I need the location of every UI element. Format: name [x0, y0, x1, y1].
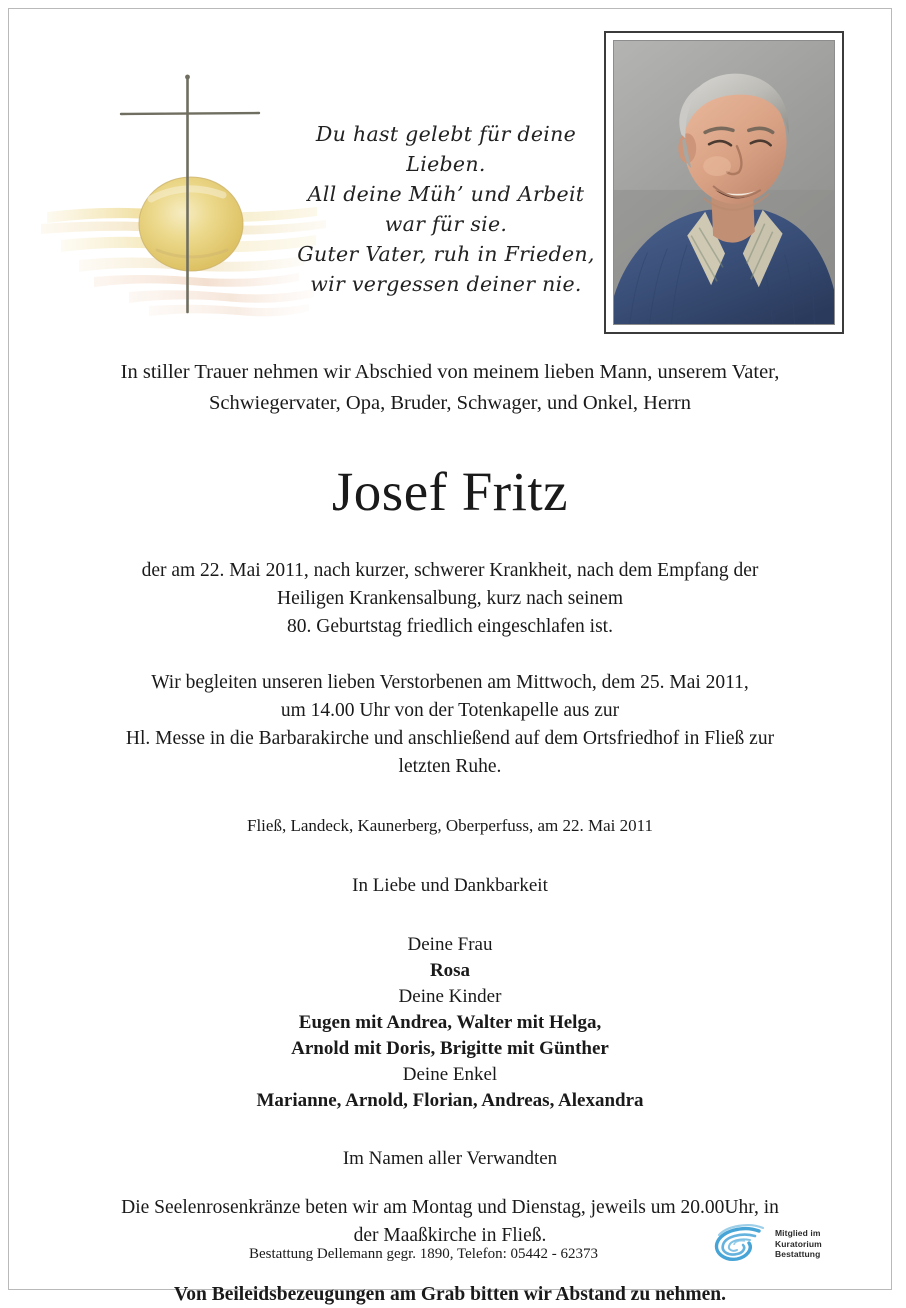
card-body: [9, 357, 891, 1308]
portrait-photo-frame: [604, 31, 844, 334]
poem-line: All deine Müh’ und Arbeit: [307, 182, 585, 206]
family-names-children-line1: Eugen mit Andrea, Walter mit Helga,: [298, 1012, 602, 1033]
memorial-card: [8, 8, 892, 1305]
dedication-text: In Liebe und Dankbarkeit: [352, 875, 548, 896]
service-details: [9, 669, 891, 781]
intro-text: [70, 357, 830, 419]
service-line: um 14.00 Uhr von der Totenkapelle aus zur: [280, 700, 620, 721]
family-relation-children: Deine Kinder: [398, 986, 502, 1007]
family-relation-grandchildren: Deine Enkel: [402, 1064, 498, 1085]
family-names-children-line2: Arnold mit Doris, Brigitte mit Günther: [291, 1038, 609, 1059]
card-footer: [9, 1215, 891, 1275]
death-notice-line: Heiligen Krankensalbung, kurz nach seinem: [276, 588, 623, 609]
relatives-note: Im Namen aller Verwandten: [342, 1148, 558, 1169]
swirl-icon: [709, 1223, 771, 1265]
no-condolences-note: Von Beileidsbezeugungen am Grab bitten wir Abstand zu nehmen.: [173, 1284, 727, 1305]
poem-line: Du hast gelebt für deine: [315, 122, 577, 146]
kuratorium-bestattung-logo: [709, 1221, 869, 1267]
card-header: [9, 9, 891, 349]
family-names-grandchildren: Marianne, Arnold, Florian, Andreas, Alexandra: [256, 1090, 644, 1111]
intro-line: In stiller Trauer nehmen wir Abschied von meinem lieben Mann, unserem Vater,: [120, 361, 780, 383]
service-line: Hl. Messe in die Barbarakirche und anschließend auf dem Ortsfriedhof in Fließ zur: [125, 728, 775, 749]
poem-line: Guter Vater, ruh in Frieden,: [297, 242, 595, 266]
logo-text-line2: Kuratorium Bestattung: [775, 1238, 822, 1259]
logo-text: [775, 1228, 869, 1260]
death-notice: [9, 557, 891, 641]
family-list: [9, 932, 891, 1114]
death-notice-line: 80. Geburtstag friedlich eingeschlafen ist.: [287, 616, 613, 637]
place-and-date: Fließ, Landeck, Kaunerberg, Oberperfuss, am 22. Mai 2011: [247, 816, 653, 835]
poem-line: Lieben.: [406, 152, 486, 176]
family-relation-wife: Deine Frau: [407, 934, 493, 955]
service-line: letzten Ruhe.: [398, 756, 502, 777]
memorial-poem: [281, 119, 611, 299]
intro-line: Schwiegervater, Opa, Bruder, Schwager, und Onkel, Herrn: [209, 392, 691, 414]
deceased-name: Josef Fritz: [331, 461, 569, 522]
poem-line: war für sie.: [384, 212, 508, 236]
rosary-line: Die Seelenrosenkränze beten wir am Montag und Dienstag, jeweils um 20.00Uhr, in: [121, 1197, 779, 1218]
funeral-home-info: Bestattung Dellemann gegr. 1890, Telefon: 05442 - 62373: [249, 1246, 599, 1262]
portrait-photo: [613, 40, 835, 325]
poem-line: wir vergessen deiner nie.: [310, 272, 582, 296]
service-line: Wir begleiten unseren lieben Verstorbenen am Mittwoch, dem 25. Mai 2011,: [151, 672, 749, 693]
death-notice-line: der am 22. Mai 2011, nach kurzer, schwerer Krankheit, nach dem Empfang der: [141, 560, 759, 581]
logo-text-line1: Mitglied im: [775, 1228, 821, 1238]
family-name-wife: Rosa: [429, 960, 471, 981]
rosary-line: der Maaßkirche in Fließ.: [353, 1225, 547, 1246]
